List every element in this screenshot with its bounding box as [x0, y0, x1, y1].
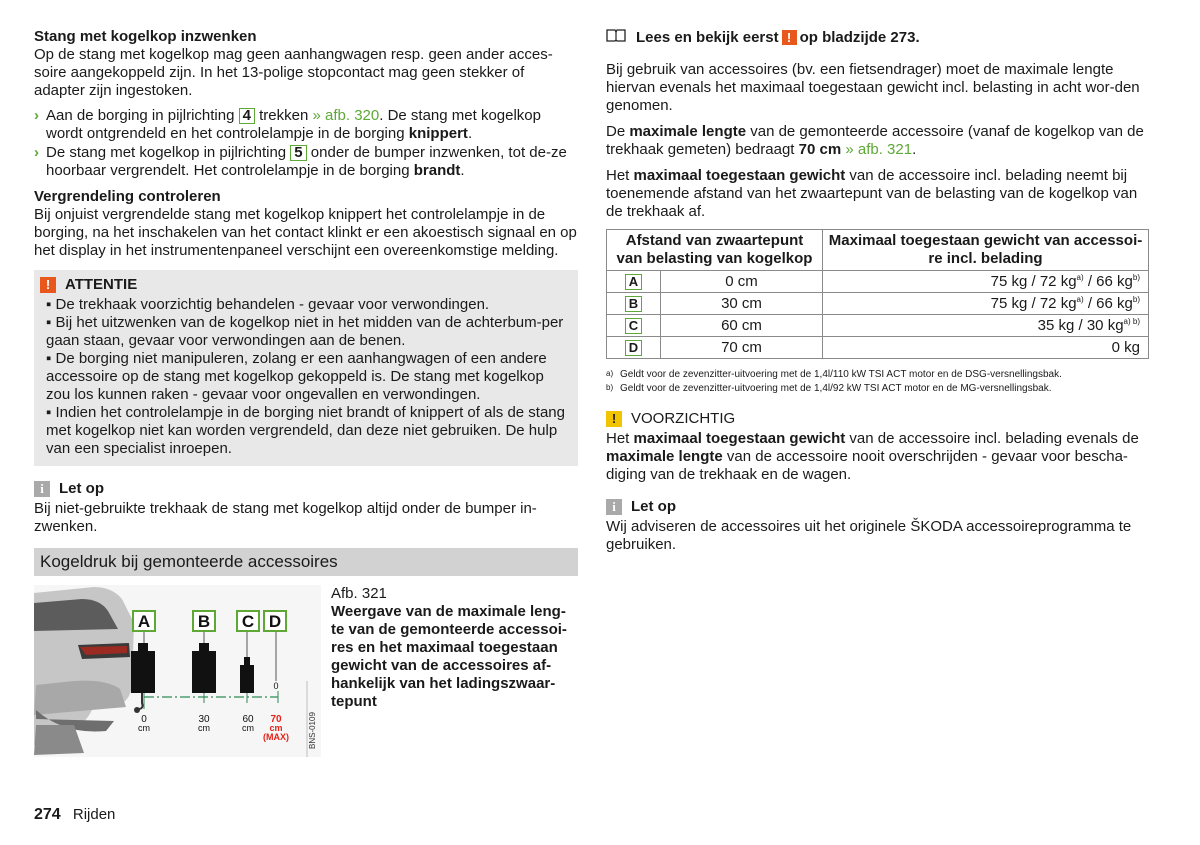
- text-bold: 70 cm: [798, 141, 842, 158]
- row-weight: [823, 293, 1149, 315]
- weight-footnote-mark: b): [1132, 294, 1140, 304]
- text: .: [912, 141, 917, 158]
- row-label-cell: [607, 293, 661, 315]
- text-bold: maximaal toegestaan gewicht: [633, 167, 846, 184]
- step-1-text-c: . De stang met kogelkop wordt ontgrendeld en het controlelampje in de borging: [46, 107, 541, 142]
- figure-unit: cm: [138, 723, 150, 733]
- attentie-box: [34, 270, 578, 466]
- heading-vergrendeling: Vergrendeling controleren: [34, 188, 221, 205]
- weight-footnote-mark: a): [1076, 294, 1084, 304]
- footnote: b) Geldt voor de zevenzitter-uitvoering met de 1,4l/92 kW TSI ACT motor en de MG-versnellingsbak.: [606, 383, 1052, 394]
- row-weight: [823, 337, 1149, 359]
- attentie-header: [40, 276, 572, 294]
- figure-label-a: A: [137, 612, 151, 631]
- letop-header: [34, 480, 578, 498]
- row-distance: 60 cm: [661, 315, 823, 337]
- weight-footnote-mark: a) b): [1123, 316, 1140, 326]
- text: Het: [606, 167, 634, 184]
- figure-unit-max: cm: [269, 723, 283, 733]
- table-row: [607, 293, 1149, 315]
- figure-dist-30: 30: [198, 714, 210, 725]
- step-1-text-a: Aan de borging in pijlrichting: [46, 107, 239, 124]
- warning-icon: !: [40, 277, 56, 293]
- read-first-page[interactable]: op bladzijde 273.: [799, 28, 920, 46]
- weight-value: 35 kg / 30 kg: [1037, 316, 1124, 334]
- left-column: [34, 28, 578, 757]
- arrow-number-box: 5: [290, 145, 306, 161]
- table-row: [607, 337, 1149, 359]
- row-label: C: [625, 318, 642, 334]
- weight-value-extra: / 66 kg: [1083, 272, 1133, 290]
- text: De: [606, 123, 630, 140]
- read-first-line: [606, 28, 1149, 47]
- table-header-distance: Afstand van zwaartepunt van belasting van kogelkop: [607, 230, 823, 271]
- weight-value: 75 kg / 72 kg: [990, 294, 1077, 312]
- attentie-title: ATTENTIE: [65, 276, 138, 293]
- weight-footnote-mark: b): [1132, 272, 1140, 282]
- paragraph-max-lengte: [606, 123, 1149, 159]
- step-2: [34, 144, 578, 180]
- footnote-text: Geldt voor de zevenzitter-uitvoering met de 1,4l/92 kW TSI ACT motor en de MG-versnellingsbak.: [620, 383, 1052, 394]
- figure-label-c: C: [241, 612, 255, 631]
- step-arrow-icon: ›: [34, 144, 39, 161]
- footer-section: Rijden: [72, 806, 116, 823]
- row-weight: [823, 315, 1149, 337]
- section-title: Kogeldruk bij gemonteerde accessoires: [34, 548, 578, 576]
- footnote-text: Geldt voor de zevenzitter-uitvoering met de 1,4l/110 kW TSI ACT motor en de DSG-versnellingsbak.: [620, 369, 1062, 380]
- paragraph-accessoires: Bij gebruik van accessoires (bv. een fietsendrager) moet de maximale lengte hiervan evenals het maximaal toegestaan gewicht incl. belasting in acht wor-den genomen.: [606, 61, 1140, 114]
- step-2-text-b: onder de bumper inzwenken, tot de-ze hoorbaar vergrendelt. Het controlelampje in de borging: [46, 144, 567, 179]
- voorzichtig-text: [606, 430, 1149, 484]
- page-footer: [34, 806, 115, 824]
- step-2-text-c: .: [460, 162, 465, 179]
- text: van de accessoire incl. belading neemt bij toenemende afstand van het zwaartepunt van de belasting van de kogelkop van de trekhaak af.: [606, 167, 1138, 220]
- arrow-number-box: 4: [239, 108, 255, 124]
- letop-title: Let op: [631, 498, 676, 515]
- text-bold: maximale lengte: [606, 448, 723, 465]
- row-distance: 70 cm: [661, 337, 823, 359]
- load-table: [606, 229, 1149, 359]
- weight-value-extra: / 66 kg: [1083, 294, 1133, 312]
- voorzichtig-title: VOORZICHTIG: [631, 410, 736, 427]
- tow-load-diagram: [34, 585, 321, 757]
- page-number: 274: [34, 806, 61, 823]
- figure-dist-70: 70: [270, 714, 282, 725]
- table-header-weight: Maximaal toegestaan gewicht van accessoi-re incl. belading: [823, 230, 1149, 271]
- text: van de accessoire nooit overschrijden - gevaar voor bescha-diging van de trekhaak en de wagen.: [606, 448, 1128, 483]
- figure-caption: [331, 585, 571, 757]
- text-bold: maximale lengte: [629, 123, 747, 140]
- step-1-text-b: trekken: [254, 107, 313, 124]
- info-icon: i: [34, 481, 50, 497]
- step-2-text-a: De stang met kogelkop in pijlrichting: [46, 144, 291, 161]
- row-label: A: [625, 274, 642, 290]
- figure-zero-weight: 0: [273, 681, 279, 691]
- figure-code: BNS-0109: [308, 712, 317, 749]
- info-icon: i: [606, 499, 622, 515]
- heading-inzwenken: Stang met kogelkop inzwenken: [34, 28, 257, 45]
- row-weight: [823, 271, 1149, 293]
- letop-note: [34, 480, 578, 536]
- figure-unit: cm: [242, 723, 254, 733]
- letop-note-right: [606, 498, 1149, 554]
- step-arrow-icon: ›: [34, 107, 39, 124]
- text: Het: [606, 430, 634, 447]
- figure-label-b: B: [197, 612, 211, 631]
- right-column: [606, 28, 1149, 554]
- table-row: [607, 271, 1149, 293]
- caution-icon: !: [606, 411, 622, 427]
- figure-unit: cm: [198, 723, 210, 733]
- warning-icon: !: [782, 30, 797, 45]
- step-1: [34, 107, 578, 143]
- figure-row: [34, 585, 578, 757]
- weight-footnote-mark: a): [1076, 272, 1084, 282]
- figure-dist-60: 60: [242, 714, 254, 725]
- step-1-text-d: .: [467, 125, 473, 142]
- text: van de accessoire incl. belading evenals de: [845, 430, 1139, 447]
- table-row: [607, 315, 1149, 337]
- voorzichtig-box: [606, 410, 1149, 484]
- row-distance: 0 cm: [661, 271, 823, 293]
- figure-dist-0: 0: [141, 714, 147, 725]
- figure-label-d: D: [268, 612, 282, 631]
- figure-link[interactable]: » afb. 321: [845, 141, 913, 158]
- figure-max-label: (MAX): [263, 732, 289, 742]
- weight-value: 0 kg: [1111, 338, 1140, 356]
- letop-text: Bij niet-gebruikte trekhaak de stang met kogelkop altijd onder de bumper in-zwenken.: [34, 500, 537, 535]
- attentie-item: ▪ Bij het uitzwenken van de kogelkop niet in het midden van de achterbum-per gaan staan, gevaar voor verwondingen aan de benen.: [46, 314, 564, 349]
- row-label: D: [625, 340, 642, 356]
- figure-321: [34, 585, 321, 757]
- row-label: B: [625, 296, 642, 312]
- letop-header: [606, 498, 1149, 516]
- text: van de gemonteerde accessoire (vanaf de kogelkop van de trekhaak gemeten) bedraagt: [606, 123, 1144, 158]
- text-bold: maximaal toegestaan gewicht: [633, 430, 846, 447]
- attentie-item: ▪ Indien het controlelampje in de borging niet brandt of knippert of als de stang met kogelkop niet kan worden vergrendeld, dan deze niet gebruiken. De hulp van een specialist inroepen.: [46, 404, 565, 457]
- attentie-item: ▪ De borging niet manipuleren, zolang er een aanhangwagen of een andere accessoire op de stang met kogelkop gekoppeld is. De stang met kogelkop zou los kunnen raken - gevaar voor ongevallen en verwondingen.: [46, 350, 547, 403]
- letop-title: Let op: [59, 480, 104, 497]
- row-label-cell: [607, 337, 661, 359]
- voorzichtig-header: [606, 410, 1149, 428]
- read-first-text: Lees en bekijk eerst: [636, 28, 779, 46]
- footnote: a) Geldt voor de zevenzitter-uitvoering met de 1,4l/110 kW TSI ACT motor en de DSG-versnellingsbak.: [606, 369, 1062, 380]
- figure-link[interactable]: » afb. 320: [312, 107, 380, 124]
- weight-value: 75 kg / 72 kg: [990, 272, 1077, 290]
- step-2-bold: brandt: [413, 162, 461, 179]
- paragraph-vergrendeling: Bij onjuist vergrendelde stang met kogelkop knippert het controlelampje in de borging, na het inschakelen van het contact klinkt er een akoestisch signaal en op het display in het instrumentenpaneel verschijnt een overeenkomstige melding.: [34, 206, 577, 259]
- row-distance: 30 cm: [661, 293, 823, 315]
- paragraph-intro: Op de stang met kogelkop mag geen aanhangwagen resp. geen ander acces-soire aangekoppeld zijn. In het 13-polige stopcontact mag geen stekker of adapter zijn ingestoken.: [34, 46, 553, 99]
- paragraph-max-gewicht: [606, 167, 1149, 221]
- row-label-cell: [607, 315, 661, 337]
- attentie-item: ▪ De trekhaak voorzichtig behandelen - gevaar voor verwondingen.: [46, 296, 490, 313]
- footnotes: [606, 368, 1149, 396]
- step-1-bold: knippert: [408, 125, 468, 142]
- letop-text: Wij adviseren de accessoires uit het originele ŠKODA accessoireprogramma te gebruiken.: [606, 518, 1132, 553]
- row-label-cell: [607, 271, 661, 293]
- figure-caption-text: Weergave van de maximale leng-te van de gemonteerde accessoi-res en het maximaal toegestaan gewicht van de accessoires af-hankelijk van het ladingszwaar-tepunt: [331, 603, 567, 710]
- figure-number: Afb. 321: [331, 585, 387, 602]
- book-icon: [606, 28, 626, 47]
